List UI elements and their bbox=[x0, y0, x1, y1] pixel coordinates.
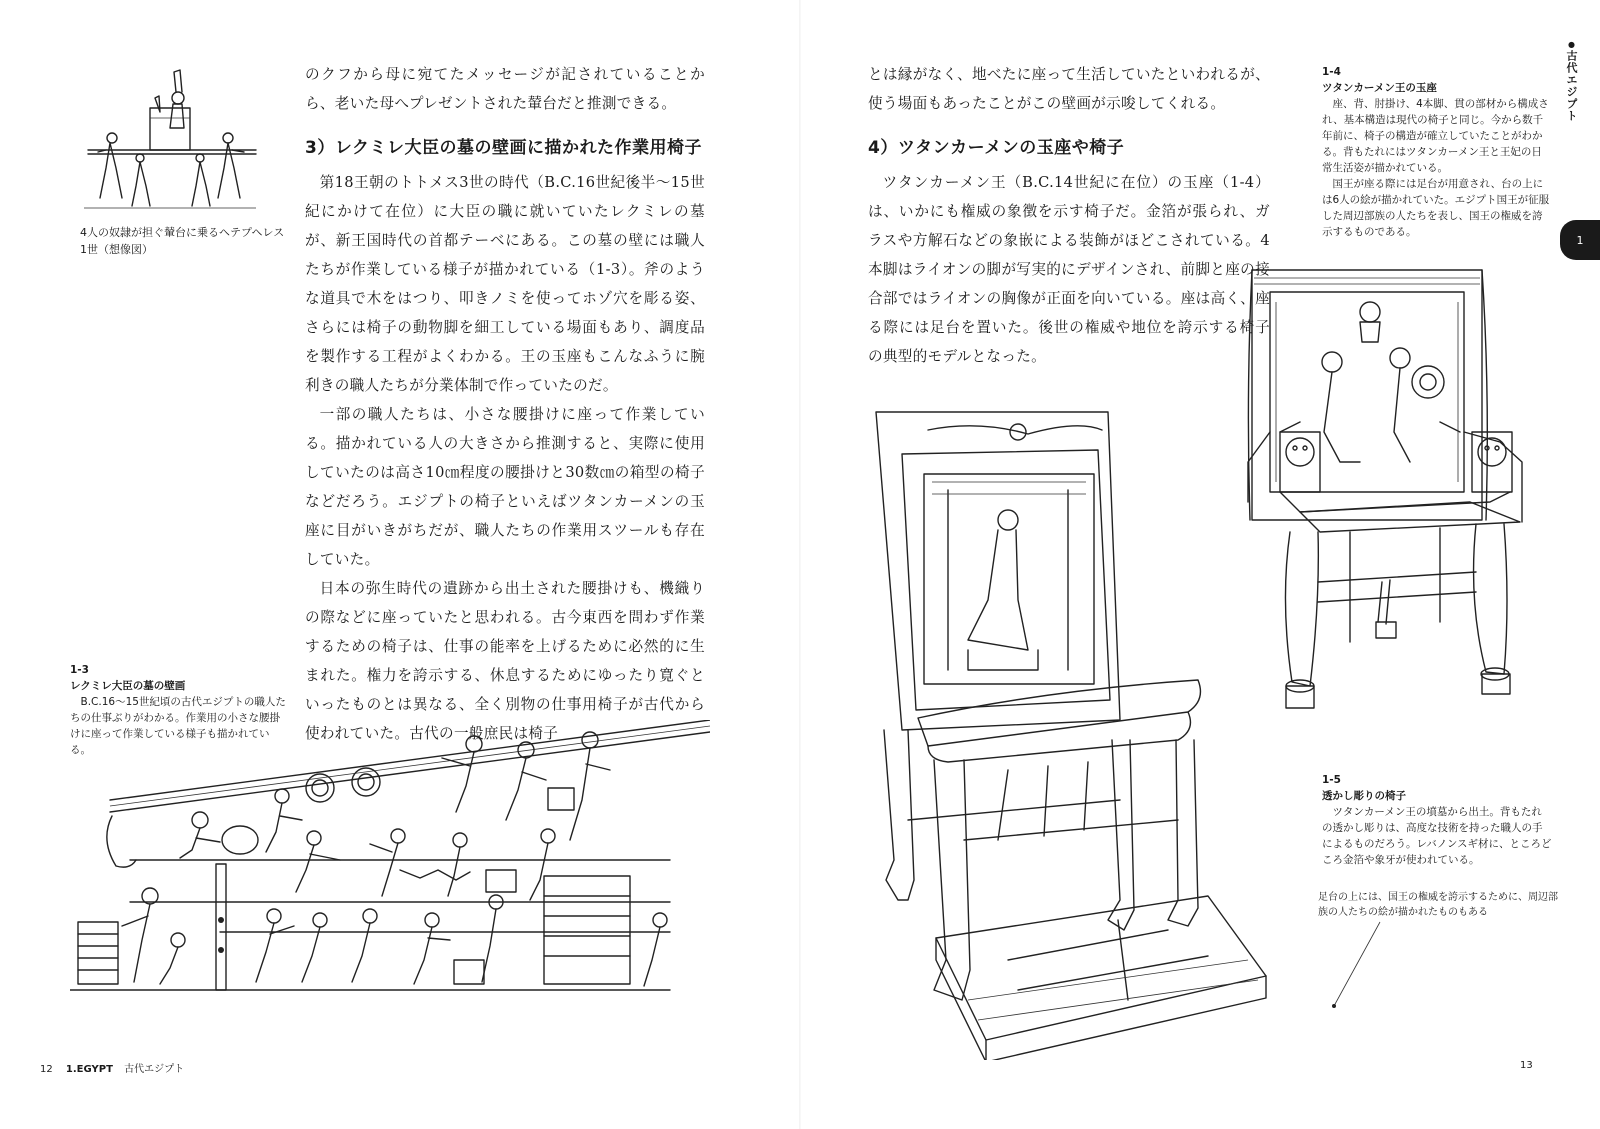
fig-1-3-text: B.C.16〜15世紀頃の古代エジプトの職人たちの仕事ぶりがわかる。作業用の小さな腰掛けに座って作業している様子も描かれている。 bbox=[70, 696, 286, 756]
section4-body bbox=[868, 168, 1270, 371]
fig-1-3-title: レクミレ大臣の墓の壁画 bbox=[70, 680, 186, 692]
footstool-note: 足台の上には、国王の権威を誇示するために、周辺部族の人たちの絵が描かれたものもある bbox=[1318, 892, 1558, 918]
right-intro bbox=[868, 60, 1270, 118]
section-side-label-text: 古代エジプト bbox=[1565, 50, 1578, 122]
chapter-tab-number: 1 bbox=[1576, 233, 1584, 247]
right-page-number: 13 bbox=[1520, 1060, 1533, 1071]
left-folio-section: 1.EGYPT bbox=[65, 1064, 113, 1075]
section3-paragraph-2: 一部の職人たちは、小さな腰掛けに座って作業している。描かれている人の大きさから推測すると、実際に使用していたのは高さ10㎝程度の腰掛けと30数㎝の箱型の椅子などだろう。エジプトの椅子といえばツタンカーメンの玉座に目がいきがちだが、職人たちの作業用スツールも存在していた。 bbox=[305, 406, 705, 568]
fig-1-4-text: 座、背、肘掛け、4本脚、貫の部材から構成され、基本構造は現代の椅子と同じ。今から数千年前に、椅子の構造が確立していたことがわかる。背もたれにはツタンカーメン王と王妃の日常生活姿が描かれている。 bbox=[1322, 98, 1549, 174]
section4-heading: 4）ツタンカーメンの玉座や椅子 bbox=[868, 138, 1125, 158]
fig-1-3-number: 1-3 bbox=[70, 664, 89, 676]
chapter-tab bbox=[1560, 220, 1600, 260]
left-page-number: 12 bbox=[40, 1064, 53, 1075]
fig-1-4-caption bbox=[1322, 64, 1552, 240]
section3-body bbox=[305, 168, 705, 748]
intro-paragraph: のクフから母に宛てたメッセージが記されていることから、老いた母へプレゼントされた輦台だと推測できる。 bbox=[305, 66, 705, 112]
section3-paragraph-3: 日本の弥生時代の遺跡から出土された腰掛けも、機織りの際などに座っていたと思われる。古今東西を問わず作業するための椅子は、仕事の能率を上げるために必然的に生まれた。権力を誇示する、休息するためにゆったり寛ぐといったものとは異なる、全く別物の仕事用椅子が古代から使われていた。古代の一般庶民は椅子 bbox=[305, 580, 705, 742]
wall-painting-illustration bbox=[70, 720, 710, 1020]
palanquin-illustration bbox=[80, 68, 260, 218]
section3-heading: 3）レクミレ大臣の墓の壁画に描かれた作業用椅子 bbox=[305, 138, 702, 158]
left-folio bbox=[40, 1060, 184, 1075]
fig-1-5-caption bbox=[1322, 772, 1552, 868]
left-intro-paragraph bbox=[305, 60, 705, 118]
fig-1-5-text: ツタンカーメン王の墳墓から出土。背もたれの透かし彫りは、高度な技術を持った職人の手によるものだろう。レバノンスギ材に、ところどころ金箔や象牙が使われている。 bbox=[1322, 806, 1552, 866]
openwork-chair-illustration bbox=[868, 400, 1288, 1060]
right-intro-paragraph: とは縁がなく、地べたに座って生活していたといわれるが、使う場面もあったことがこの壁画が示唆してくれる。 bbox=[868, 66, 1270, 112]
fig-1-4-number: 1-4 bbox=[1322, 66, 1341, 78]
fig-1-5-title: 透かし彫りの椅子 bbox=[1322, 790, 1406, 802]
section3-paragraph-1: 第18王朝のトトメス3世の時代（B.C.16世紀後半〜15世紀にかけて在位）に大臣の職に就いていたレクミレの墓が、新王国時代の首都テーベにある。この墓の壁には職人たちが作業している様子が描かれている（1-3）。斧のような道具で木をはつり、叩きノミを使ってホゾ穴を彫る姿、さらには椅子の動物脚を細工している場面もあり、調度品を製作する工程がよくわかる。王の玉座もこんなふうに腕利きの職人たちが分業体制で作っていたのだ。 bbox=[305, 174, 705, 394]
fig-1-5-number: 1-5 bbox=[1322, 774, 1341, 786]
leader-line bbox=[1330, 920, 1390, 1010]
section4-paragraph: ツタンカーメン王（B.C.14世紀に在位）の玉座（1-4）は、いかにも権威の象徴を示す椅子だ。金箔が張られ、ガラスや方解石などの象嵌による装飾がほどこされている。4本脚はライオンの脚が写実的にデザインされ、前脚と座の接合部ではライオンの胸像が正面を向いている。座は高く、座る際には足台を置いた。後世の権威や地位を誇示する椅子の典型的モデルとなった。 bbox=[868, 174, 1270, 365]
right-folio bbox=[1520, 1060, 1533, 1071]
fig-1-4-title: ツタンカーメン王の玉座 bbox=[1322, 82, 1437, 94]
fig-1-4-text-2: 国王が座る際には足台が用意され、台の上には6人の絵が描かれていた。エジプト国王が征服した周辺部族の人たちを表し、国王の権威を誇示するものである。 bbox=[1322, 178, 1550, 238]
left-folio-title: 古代エジプト bbox=[124, 1064, 185, 1075]
section-side-label bbox=[1563, 40, 1579, 122]
bullet-icon: ● bbox=[1567, 40, 1576, 50]
palanquin-caption: 4人の奴隷が担ぐ輦台に乗るヘテプヘレス1世（想像図） bbox=[80, 226, 285, 256]
